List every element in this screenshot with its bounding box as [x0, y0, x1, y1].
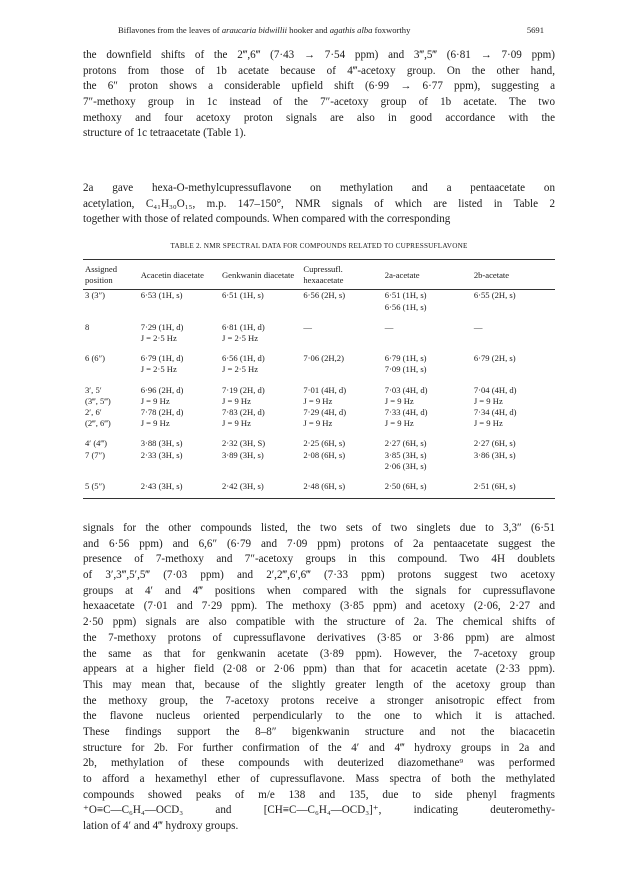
table-caption: TABLE 2. NMR SPECTRAL DATA FOR COMPOUNDS RELATED TO CUPRESSUFLAVONE: [170, 242, 468, 250]
text-line: and 6·56 ppm) and 6,6″ (6·79 and 7·09 ppm) protons of 2a pentaacetate suggest the: [83, 537, 555, 550]
text-line: the flavone nucleus oriented perpendicularly to the one to which it is attached.: [83, 710, 555, 723]
table-cell: 6·55 (2H, s): [473, 290, 516, 301]
table-cell: 6·51 (1H, s) 6·56 (1H, s): [384, 290, 427, 312]
paragraph-2: [83, 181, 555, 228]
table-cell: 7·06 (2H,2): [303, 353, 344, 364]
text-line: of 3′,3‴,5′,5‴ (7·03 ppm) and 2′,2‴,6′,6‴ (7·33 ppm) protons suggest two acetoxy: [83, 569, 555, 582]
table-row: [83, 472, 555, 499]
column-header: Genkwanin diacetate: [220, 260, 301, 290]
table-cell: 6·53 (1H, s): [140, 290, 183, 301]
running-title: Biflavones from the leaves of araucaria bidwillii hooker and agathis alba foxworthy: [118, 25, 411, 35]
text-line: protons from those of 1b acetate because of 4‴-acetoxy group. On the other hand,: [83, 64, 555, 77]
paragraph-1: [83, 48, 555, 142]
table-cell: 3′, 5′ (3‴, 5‴) 2′, 6′ (2‴, 6‴): [85, 384, 111, 429]
table-cell: 2·43 (3H, s): [139, 472, 220, 499]
table-row: [83, 344, 555, 375]
table-cell: 7·03 (4H, d) J = 9 Hz 7·33 (4H, d) J = 9 Hz: [384, 384, 428, 429]
table-cell: 4′ (4‴) 7 (7″): [85, 438, 107, 460]
text-line: These findings support the 8–8″ bigenkwanin structure and not the biacacetin: [83, 725, 555, 738]
text-line: signals for the other compounds listed, the two sets of two singlets due to 3,3″ (6·51: [83, 522, 555, 534]
table-cell: 6 (6″): [85, 353, 106, 364]
table-cell: 6·56 (1H, d) J = 2·5 Hz: [221, 353, 265, 375]
text-line: presence of 7-methoxy and 7″-acetoxy groups in this compound. Two 4H doublets: [83, 553, 555, 566]
text-line: hexaacetate (7·01 and 7·29 ppm). The methoxy (3·85 ppm) and acetoxy (2·06, 2·27 and: [83, 600, 555, 613]
table-cell: 6·79 (1H, d) J = 2·5 Hz: [140, 353, 184, 375]
text-line: appears at a higher field (2·08 or 2·06 ppm) than that for acacetin acetate (2·33 ppm).: [83, 663, 555, 676]
text-line: together with those of related compounds. When compared with the corresponding: [83, 213, 451, 226]
table-cell: 6·56 (2H, s): [303, 290, 346, 301]
text-line: 2a gave hexa-O-methylcupressuflavone on methylation and a pentaacetate on: [83, 182, 555, 194]
table-cell: —: [473, 321, 483, 332]
table-cell: 7·01 (4H, d) J = 9 Hz 7·29 (4H, d) J = 9 Hz: [303, 384, 347, 429]
table-header-row: [83, 260, 555, 290]
table-cell: 6·81 (1H, d) J = 2·5 Hz: [221, 321, 265, 344]
table-cell: 2·48 (6H, s): [301, 472, 382, 499]
text-line: compounds showed peaks of m/e 138 and 135, due to side phenyl fragments: [83, 788, 555, 801]
table-cell: 6·79 (1H, s) 7·09 (1H, s): [384, 353, 427, 375]
text-line: methoxy and four acetoxy proton signals are also in good accordance with the: [83, 111, 555, 124]
paragraph-3: [83, 521, 555, 835]
text-line: the same as that for genkwanin acetate (3·89 ppm). However, the 7-acetoxy group: [83, 647, 555, 660]
column-header: Acacetin diacetate: [139, 260, 220, 290]
text-line: to afford a hexamethyl ether of cupressuflavone. Mass spectra of both the methylated: [83, 773, 555, 785]
text-line: structure for 2b. For further confirmation of the 4′ and 4‴ hydroxy groups in 2a and: [83, 741, 555, 754]
table-cell: 2·51 (6H, s): [472, 472, 555, 499]
table-cell: 6·79 (2H, s): [473, 353, 516, 364]
table-cell: 2·27 (6H, s) 3·86 (3H, s): [473, 438, 516, 460]
text-line: acetylation, C₄₁H₃₀O₁₅, m.p. 147–150°, NMR signals of which are listed in Table 2: [83, 197, 555, 210]
page-number: 5691: [526, 25, 544, 35]
text-line: the 7-methoxy protons of cupressuflavone derivatives (3·85 or 3·86 ppm) are almost: [83, 631, 555, 644]
text-line: groups at 4′ and 4‴ positions when compared with the signals for cupressuflavone: [83, 584, 555, 597]
table-cell: 7·29 (1H, d) J = 2·5 Hz: [140, 321, 184, 344]
text-line: the downfield shifts of the 2‴,6‴ (7·43 → 7·54 ppm) and 3‴,5‴ (6·81 → 7·09 ppm): [83, 49, 555, 61]
text-line: ⁺O≡C—C₆H₄—OCD₃ and [CH≡C—C₆H₄—OCD₃]⁺, indicating deuteromethy-: [83, 804, 555, 817]
column-header: 2a-acetate: [383, 260, 472, 290]
column-header: Cupressufl. hexaacetate: [301, 260, 382, 290]
table-row: [83, 376, 555, 430]
table-row: [83, 429, 555, 472]
table-cell: 2·42 (3H, s): [220, 472, 301, 499]
table-cell: 3·88 (3H, s) 2·33 (3H, s): [140, 438, 183, 460]
table-row: [83, 313, 555, 344]
table-cell: 8: [85, 321, 90, 332]
table-cell: —: [303, 321, 312, 332]
text-line: the methoxy group, the 7-acetoxy protons receive a stronger anisotropic effect from: [83, 694, 555, 707]
text-line: 7″-methoxy group in 1c instead of the 7″-acetoxy group of 1b acetate. The two: [83, 96, 555, 109]
table-row: [83, 290, 555, 313]
column-header: 2b-acetate: [472, 260, 555, 290]
table-cell: 6·96 (2H, d) J = 9 Hz 7·78 (2H, d) J = 9 Hz: [140, 384, 184, 429]
text-line: 2·50 ppm) signals are also compatible with the structure of 2a. The chemical shifts of: [83, 616, 555, 629]
nmr-table: [83, 259, 555, 499]
column-header: Assigned position: [83, 260, 139, 290]
text-line: This may mean that, because of the slightly greater length of the acetoxy group than: [83, 678, 555, 691]
table-cell: 6·51 (1H, s): [221, 290, 264, 301]
table-cell: 5 (5″): [83, 472, 139, 499]
text-line: structure of 1c tetraacetate (Table 1).: [83, 127, 247, 140]
table-cell: 7·04 (4H, d) J = 9 Hz 7·34 (4H, d) J = 9 Hz: [473, 384, 517, 429]
table-cell: 7·19 (2H, d) J = 9 Hz 7·83 (2H, d) J = 9 Hz: [221, 384, 265, 429]
table-cell: 2·32 (3H, S) 3·89 (3H, s): [221, 438, 266, 460]
running-header: [118, 25, 544, 39]
text-line: lation of 4′ and 4‴ hydroxy groups.: [83, 820, 239, 833]
table-cell: 3 (3″): [85, 290, 106, 301]
table-cell: 2·25 (6H, s) 2·08 (6H, s): [303, 438, 346, 460]
table-cell: 2·50 (6H, s): [383, 472, 472, 499]
table-cell: 2·27 (6H, s) 3·85 (3H, s) 2·06 (3H, s): [384, 438, 427, 471]
table-cell: —: [384, 321, 394, 332]
text-line: the 6″ proton shows a considerable upfield shift (6·99 → 6·77 ppm), suggesting a: [83, 80, 555, 93]
text-line: 2b, methylation of these compounds with deuterized diazomethane⁹ was performed: [83, 757, 555, 770]
